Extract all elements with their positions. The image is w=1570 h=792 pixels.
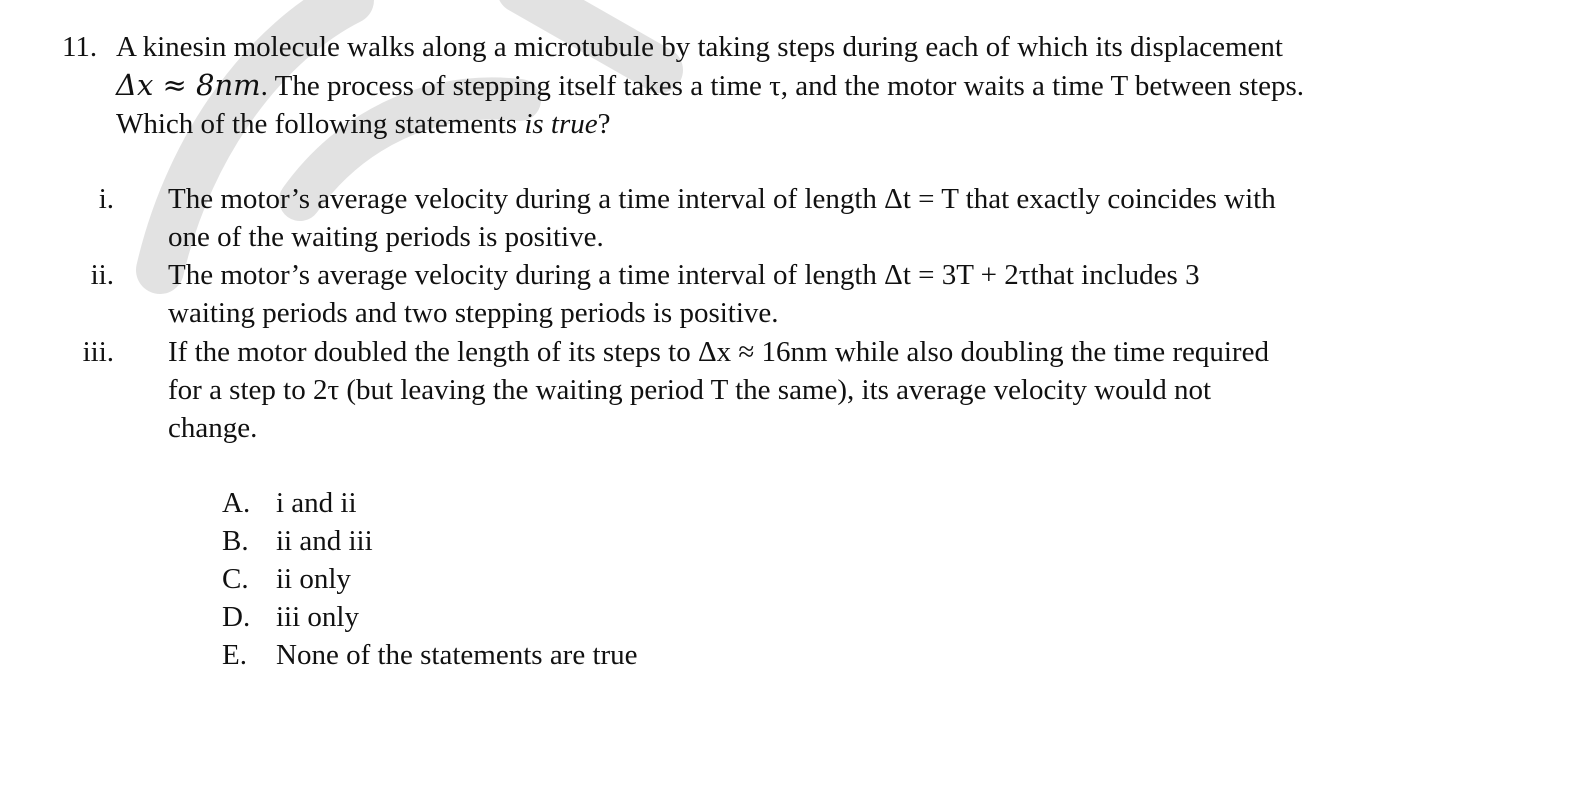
choice-b-text: ii and iii	[276, 525, 373, 557]
statement-ii	[168, 256, 1498, 332]
stem-line-3-text-a: Which of the following statements	[116, 108, 525, 140]
choice-c-letter: C.	[222, 563, 249, 595]
stem-displacement-math: Δx ≈ 8nm	[116, 68, 261, 102]
statement-numeral-iii: iii.	[82, 336, 114, 368]
choice-a[interactable]	[222, 484, 357, 522]
statement-i-line-1: The motor’s average velocity during a time interval of length Δt = T that exactly coincides with	[168, 183, 1276, 215]
statement-iii-line-1: If the motor doubled the length of its steps to Δx ≈ 16nm while also doubling the time required	[168, 336, 1269, 368]
statement-numeral-ii: ii.	[90, 259, 114, 291]
choice-c-text: ii only	[276, 563, 351, 595]
choice-b-letter: B.	[222, 525, 249, 557]
statement-ii-line-1: The motor’s average velocity during a time interval of length Δt = 3T + 2τthat includes 3	[168, 259, 1200, 291]
stem-line-3	[116, 105, 1516, 143]
choice-b[interactable]	[222, 522, 373, 560]
choice-c[interactable]	[222, 560, 351, 598]
choice-e[interactable]	[222, 636, 638, 674]
choice-e-text: None of the statements are true	[276, 639, 638, 671]
statement-iii-line-2: for a step to 2τ (but leaving the waiting period T the same), its average velocity would not	[168, 374, 1212, 406]
choice-e-letter: E.	[222, 639, 247, 671]
statement-i-line-2: one of the waiting periods is positive.	[168, 221, 604, 253]
stem-line-1: A kinesin molecule walks along a microtubule by taking steps during each of which its displacement	[116, 31, 1283, 63]
choice-a-letter: A.	[222, 487, 251, 519]
choice-d[interactable]	[222, 598, 359, 636]
statement-i	[168, 180, 1498, 256]
statement-iii-line-3: change.	[168, 412, 258, 444]
question-number: 11.	[62, 31, 98, 63]
statement-numeral-i: i.	[98, 183, 114, 215]
stem-line-2	[116, 66, 1516, 105]
stem-emphasis: is true	[524, 108, 598, 140]
stem-line-3-text-b: ?	[597, 108, 611, 140]
question-stem	[116, 28, 1516, 143]
choice-d-letter: D.	[222, 601, 251, 633]
choice-a-text: i and ii	[276, 487, 357, 519]
statement-iii	[168, 333, 1498, 447]
statement-ii-line-2: waiting periods and two stepping periods is positive.	[168, 297, 779, 329]
stem-line-2-text: . The process of stepping itself takes a time τ, and the motor waits a time T between steps.	[260, 70, 1305, 102]
choice-d-text: iii only	[276, 601, 359, 633]
